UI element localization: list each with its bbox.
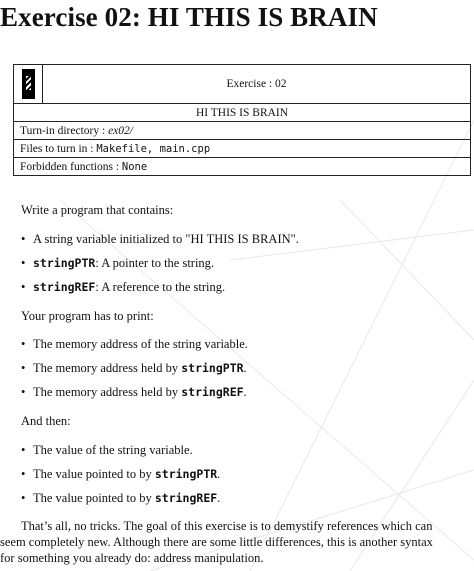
files-row: [14, 140, 471, 158]
files-label: Files to turn in :: [20, 142, 97, 155]
print-intro-text: Your program has to print:: [21, 309, 154, 323]
list-item: • The value pointed to by stringPTR.: [21, 467, 221, 481]
list-item: • The value pointed to by stringREF.: [21, 491, 221, 505]
list-item: • The value of the string variable.: [21, 443, 193, 457]
list-item: • The memory address of the string variable.: [21, 337, 248, 351]
forbidden-label: Forbidden functions :: [20, 160, 122, 173]
files-value: Makefile, main.cpp: [96, 142, 211, 155]
exercise-name: HI THIS IS BRAIN: [195, 106, 289, 119]
logo-icon: [22, 69, 35, 99]
closing-line: for something you already do: address manipulation.: [0, 551, 264, 565]
turn-in-label: Turn-in directory :: [20, 124, 109, 137]
then-intro-text: And then:: [21, 414, 71, 428]
closing-line: That’s all, no tricks. The goal of this exercise is to demystify references which can: [21, 519, 433, 533]
exercise-number-cell: [43, 65, 471, 104]
forbidden-value: None: [121, 160, 148, 173]
exercise-info-table: [13, 64, 471, 176]
page-title: Exercise 02: HI THIS IS BRAIN: [0, 2, 378, 32]
turn-in-row: [14, 122, 471, 140]
logo-cell: [14, 65, 43, 104]
list-item: • The memory address held by stringPTR.: [21, 361, 247, 375]
exercise-number: Exercise : 02: [226, 78, 287, 90]
exercise-name-cell: [14, 104, 471, 122]
list-item: • stringPTR: A pointer to the string.: [21, 256, 215, 270]
list-item: • The memory address held by stringREF.: [21, 385, 247, 399]
forbidden-row: [14, 158, 471, 176]
list-item: • A string variable initialized to "HI THIS IS BRAIN".: [21, 232, 299, 246]
turn-in-value: ex02/: [108, 124, 133, 137]
intro-text: Write a program that contains:: [21, 203, 174, 217]
closing-paragraph: [0, 518, 474, 566]
closing-line: seem completely new. Although there are some little differences, this is another syntax: [0, 535, 433, 549]
list-item: • stringREF: A reference to the string.: [21, 280, 226, 294]
